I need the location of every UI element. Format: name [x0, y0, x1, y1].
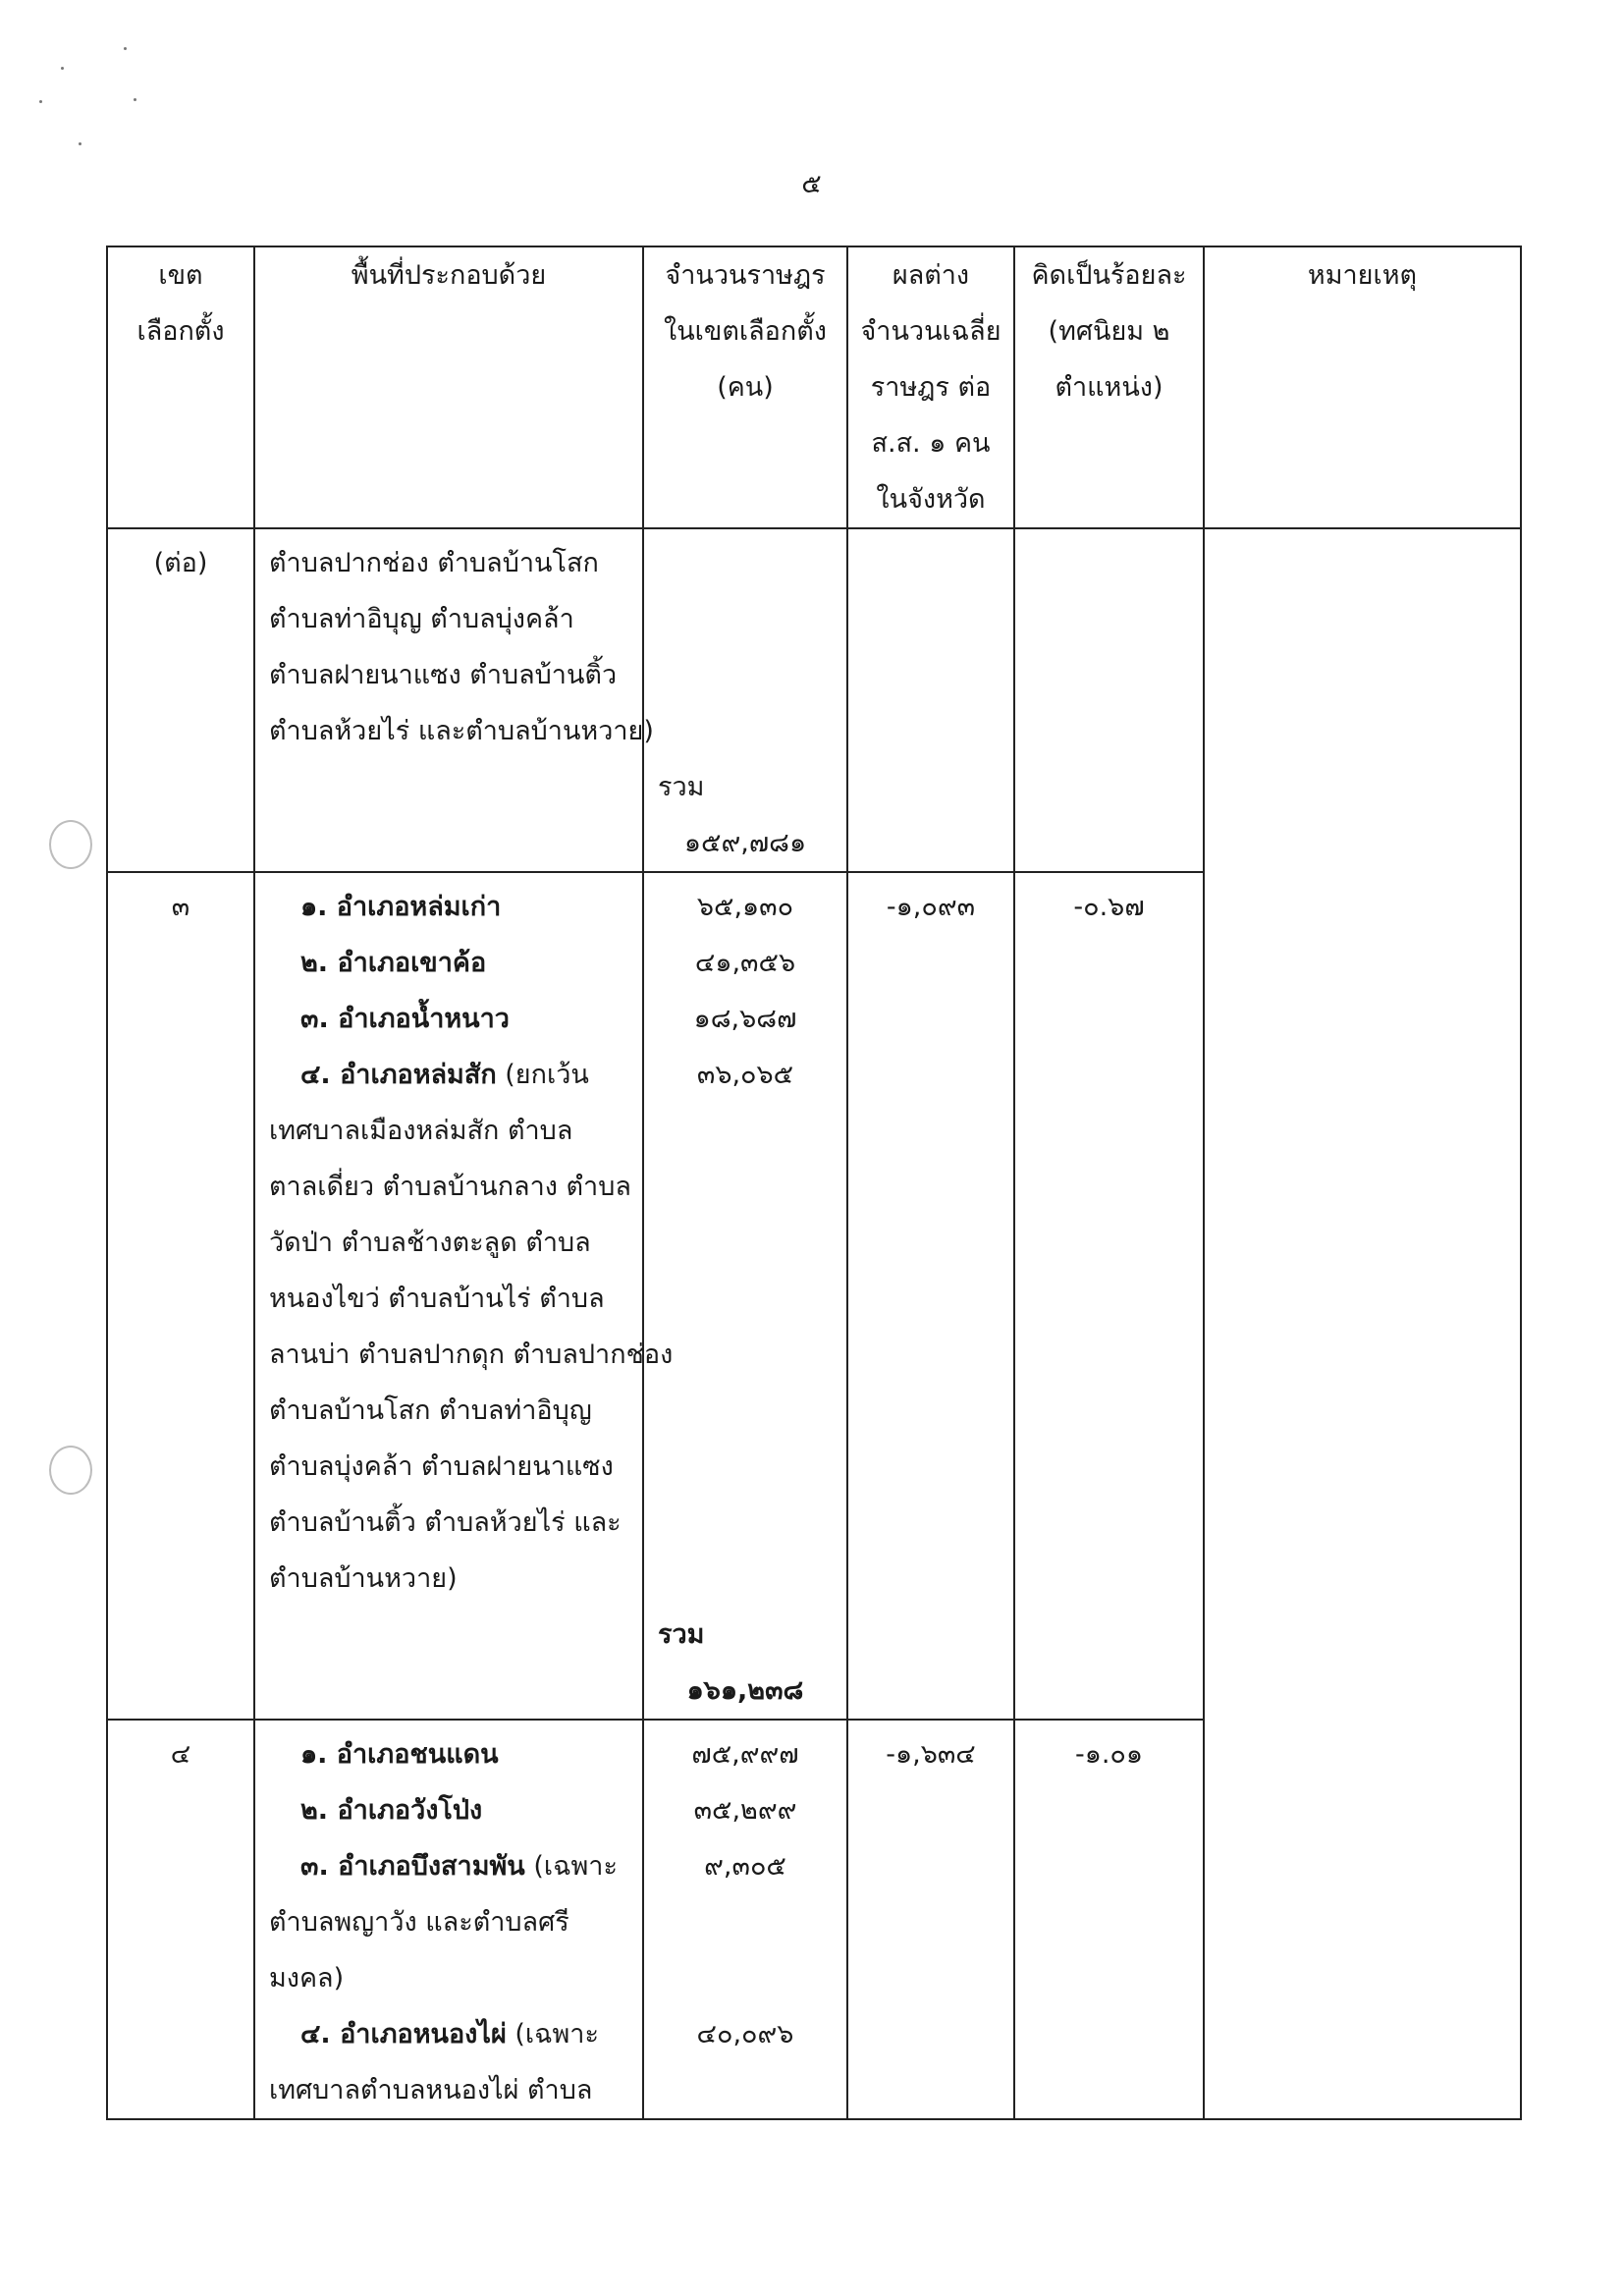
total-label: รวม	[658, 1619, 705, 1650]
percent-cell: -๑.๐๑	[1014, 1720, 1204, 2119]
amphoe-name: ๒. อำเภอเขาค้อ	[300, 948, 487, 978]
district-cell: (ต่อ)	[107, 528, 254, 872]
amphoe-note: (ยกเว้น	[496, 1060, 589, 1090]
percent-cell	[1014, 528, 1204, 872]
header-remark: หมายเหตุ	[1204, 246, 1521, 528]
scan-speck	[79, 142, 81, 145]
area-cell: ๑. อำเภอหล่มเก่า ๒. อำเภอเขาค้อ ๓. อำเภอน้ำหนาว ๔. อำเภอหล่มสัก (ยกเว้น เทศบาลเมืองหล่มสัก ตำบล ตาลเดี่ยว ตำบลบ้านกลาง ตำบล วัดป่า ตำบลช้างตะลูด ตำบล หนองไขว่ ตำบลบ้านไร่ ตำบล ลานบ่า ตำบลปากดุก ตำบลปากช่อง ตำบลบ้านโสก ตำบลท่าอิบุญ ตำบลบุ่งคล้า ตำบลฝายนาแซง ตำบลบ้านติ้ว ตำบลห้วยไร่ และ ตำบลบ้านหวาย)	[254, 872, 643, 1720]
difference-cell: -๑,๐๙๓	[847, 872, 1014, 1720]
amphoe-name: ๔. อำเภอหล่มสัก	[300, 1060, 497, 1090]
population-cell	[643, 528, 847, 872]
amphoe-name: ๒. อำเภอวังโป่ง	[300, 1795, 483, 1826]
population-cell: ๗๕,๙๙๗ ๓๕,๒๙๙ ๙,๓๐๕ ๔๐,๐๙๖	[643, 1720, 847, 2119]
punch-hole	[49, 1446, 92, 1495]
amphoe-name: ๑. อำเภอหล่มเก่า	[300, 892, 502, 922]
amphoe-name: ๓. อำเภอบึงสามพัน	[300, 1851, 525, 1882]
header-district: เขต เลือกตั้ง	[107, 246, 254, 528]
header-percent: คิดเป็นร้อยละ (ทศนิยม ๒ ตำแหน่ง)	[1014, 246, 1204, 528]
districts-table	[106, 246, 1522, 2120]
amphoe-name: ๑. อำเภอชนแดน	[300, 1739, 499, 1770]
scan-speck	[124, 47, 127, 50]
percent-cell: -๐.๖๗	[1014, 872, 1204, 1720]
total-value: ๑๖๑,๒๓๘	[686, 1675, 804, 1706]
header-row	[107, 246, 1521, 528]
difference-cell	[847, 528, 1014, 872]
punch-hole	[49, 820, 92, 869]
header-difference: ผลต่าง จำนวนเฉลี่ย ราษฎร ต่อ ส.ส. ๑ คน ในจังหวัด	[847, 246, 1014, 528]
difference-cell: -๑,๖๓๔	[847, 1720, 1014, 2119]
population-cell: ๖๕,๑๓๐ ๔๑,๓๕๖ ๑๘,๖๘๗ ๓๖,๐๖๕ รวม ๑๖๑,๒๓๘	[643, 872, 847, 1720]
area-cell: ๑. อำเภอชนแดน ๒. อำเภอวังโป่ง ๓. อำเภอบึงสามพัน (เฉพาะ ตำบลพญาวัง และตำบลศรี มงคล) ๔. อำเภอหนองไผ่ (เฉพาะ เทศบาลตำบลหนองไผ่ ตำบล	[254, 1720, 643, 2119]
header-area: พื้นที่ประกอบด้วย	[254, 246, 643, 528]
page-number: ๕	[801, 169, 822, 199]
scan-speck	[134, 98, 136, 101]
header-population: จำนวนราษฎร ในเขตเลือกตั้ง (คน)	[643, 246, 847, 528]
total-label: รวม	[658, 772, 705, 802]
scan-speck	[61, 67, 64, 70]
remark-cell	[1204, 528, 1521, 2119]
district-cell: ๓	[107, 872, 254, 1720]
amphoe-name: ๓. อำเภอน้ำหนาว	[300, 1004, 510, 1034]
area-cell: ตำบลปากช่อง ตำบลบ้านโสก ตำบลท่าอิบุญ ตำบลบุ่งคล้า ตำบลฝายนาแซง ตำบลบ้านติ้ว ตำบลห้วยไร่ และตำบลบ้านหวาย)	[254, 528, 643, 872]
amphoe-note: (เฉพาะ	[524, 1851, 618, 1882]
total-value: ๑๕๙,๗๘๑	[683, 828, 807, 858]
district-cell: ๔	[107, 1720, 254, 2119]
scan-speck	[39, 100, 42, 103]
table-row	[107, 528, 1521, 872]
amphoe-name: ๔. อำเภอหนองไผ่	[300, 2019, 507, 2050]
amphoe-note: (เฉพาะ	[506, 2019, 599, 2050]
